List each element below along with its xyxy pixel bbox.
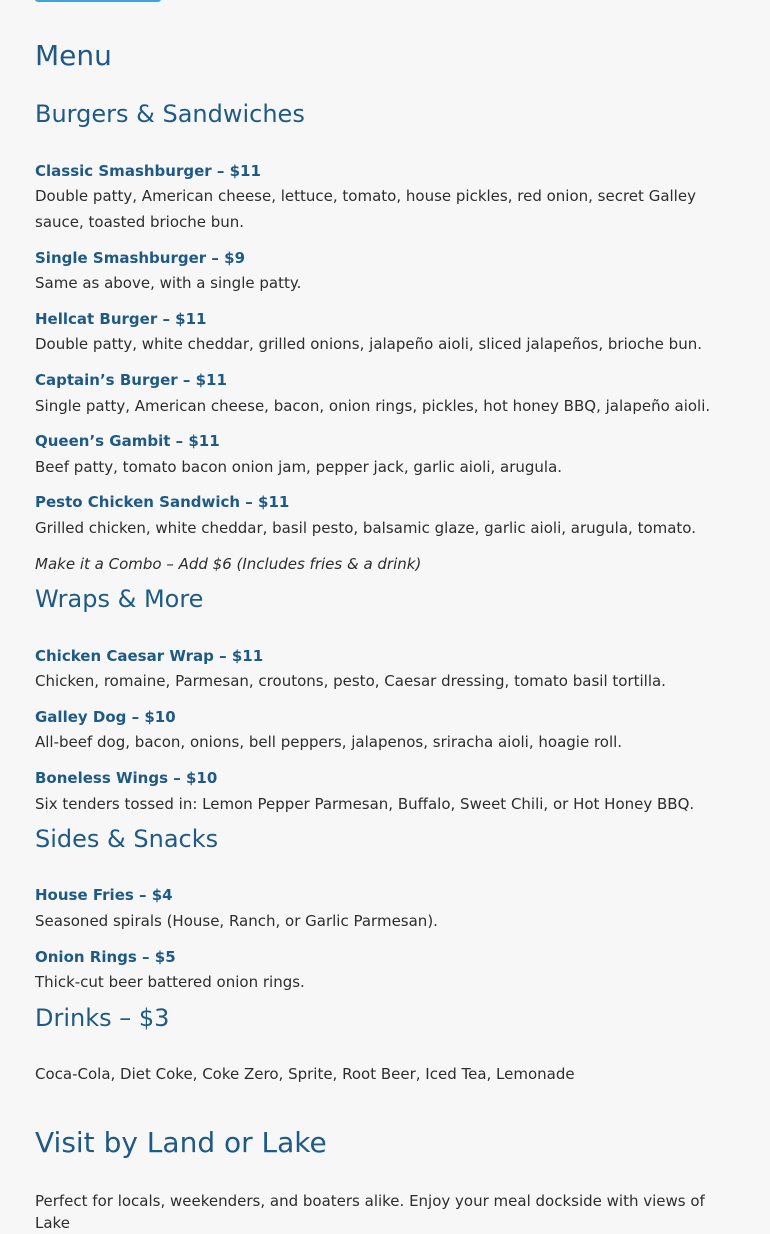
menu-item-name: Chicken Caesar Wrap – $11 xyxy=(35,647,264,665)
menu-item-desc: Same as above, with a single patty. xyxy=(35,274,302,292)
menu-item-name: House Fries – $4 xyxy=(35,886,173,904)
section-title-sides: Sides & Snacks xyxy=(35,825,219,853)
menu-item-name: Pesto Chicken Sandwich – $11 xyxy=(35,493,290,511)
menu-title: Menu xyxy=(35,39,112,72)
menu-item-desc: Six tenders tossed in: Lemon Pepper Parmesan, Buffalo, Sweet Chili, or Hot Honey BBQ. xyxy=(35,795,695,813)
menu-item-name: Galley Dog – $10 xyxy=(35,708,176,726)
menu-item-name: Queen’s Gambit – $11 xyxy=(35,432,220,450)
section-title-drinks: Drinks – $3 xyxy=(35,1004,170,1032)
section-title-wraps: Wraps & More xyxy=(35,585,204,613)
menu-item-desc: Grilled chicken, white cheddar, basil pesto, balsamic glaze, garlic aioli, arugula, tomato. xyxy=(35,519,696,537)
menu-item-desc: Chicken, romaine, Parmesan, croutons, pesto, Caesar dressing, tomato basil tortilla. xyxy=(35,672,666,690)
top-accent-bar xyxy=(35,0,161,2)
menu-item-name: Captain’s Burger – $11 xyxy=(35,371,227,389)
menu-item-name: Single Smashburger – $9 xyxy=(35,249,245,267)
visit-title: Visit by Land or Lake xyxy=(35,1126,327,1159)
menu-item-desc: Beef patty, tomato bacon onion jam, pepper jack, garlic aioli, arugula. xyxy=(35,458,563,476)
section-title-burgers: Burgers & Sandwiches xyxy=(35,100,305,128)
drinks-list: Coca-Cola, Diet Coke, Coke Zero, Sprite, Root Beer, Iced Tea, Lemonade xyxy=(35,1065,575,1083)
combo-note: Make it a Combo – Add $6 (Includes fries & a drink) xyxy=(35,555,422,573)
menu-item-name: Hellcat Burger – $11 xyxy=(35,310,207,328)
visit-text: Perfect for locals, weekenders, and boaters alike. Enjoy your meal dockside with views of Lake xyxy=(35,1192,705,1232)
menu-item-name: Classic Smashburger – $11 xyxy=(35,162,261,180)
menu-item-name: Onion Rings – $5 xyxy=(35,948,176,966)
menu-item-desc: Double patty, white cheddar, grilled onions, jalapeño aioli, sliced jalapeños, brioche bun. xyxy=(35,335,702,353)
menu-item-desc: Double patty, American cheese, lettuce, tomato, house pickles, red onion, secret Galley sauce, toasted brioche bun. xyxy=(35,187,696,231)
menu-item-desc: Single patty, American cheese, bacon, onion rings, pickles, hot honey BBQ, jalapeño aioli. xyxy=(35,397,711,415)
menu-item-name: Boneless Wings – $10 xyxy=(35,769,218,787)
menu-item-desc: All-beef dog, bacon, onions, bell peppers, jalapenos, sriracha aioli, hoagie roll. xyxy=(35,733,623,751)
menu-item-desc: Thick-cut beer battered onion rings. xyxy=(35,973,305,991)
menu-item-desc: Seasoned spirals (House, Ranch, or Garlic Parmesan). xyxy=(35,912,438,930)
